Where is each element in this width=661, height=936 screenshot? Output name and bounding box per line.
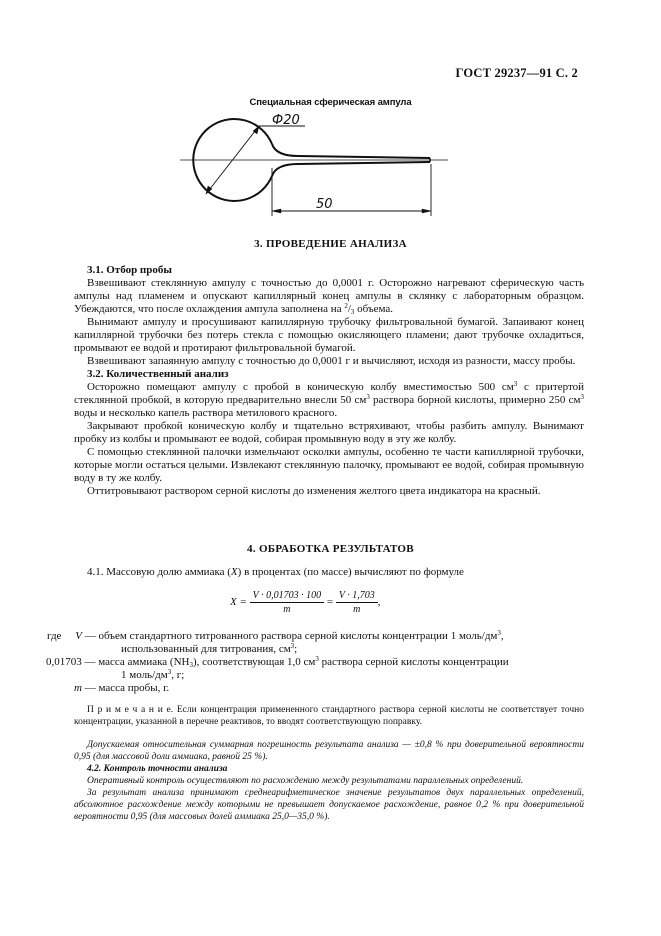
formula-fraction-1: $\frac{V \cdot 0,01703 \cdot 100}{m}$ xyxy=(250,590,324,615)
section-3-body xyxy=(74,264,584,498)
paragraph-3-1-a: Взвешивают стеклянную ампулу с точностью до 0,0001 г. Осторожно нагревают сферическую часть ампулы над пламенем и опускают капиллярный конец ампулы в склянку с лабораторным образцом. Убеждаются, что после охлаждения ампула заполнена на $^2/_3$ объема. xyxy=(74,277,584,316)
paragraph-3-1-c: Взвешивают запаянную ампулу с точностью до 0,0001 г и вычисляют, исходя из разности, массу пробы. xyxy=(87,355,576,367)
subsection-3-1-title: 3.1. Отбор пробы xyxy=(87,264,172,276)
note: П р и м е ч а н и е. Если концентрация примененного стандартного раствора серной кислоты не соответствует точно концентрации, указанной в перечне реактивов, то вводят соответствующую поправку. xyxy=(74,705,584,727)
paragraph-3-2-a: Осторожно помещают ампулу с пробой в коническую колбу вместимостью 500 $см^3$ с притертой стеклянной пробкой, в которую предварительно внесли 50 $см^3$ раствора борной кислоты, примерно 250 $см^3$ воды и несколько капель раствора метилового красного. xyxy=(74,380,585,419)
variable-definitions xyxy=(47,630,587,695)
paragraph-3-2-c: С помощью стеклянной палочки измельчают осколки ампулы, особенно те части капиллярной трубочки, которые могли остаться целыми. Извлекают стеклянную палочку, промывают ее водой, собирая промывную воду в ту же колбу. xyxy=(74,446,584,484)
section-4-tail xyxy=(74,739,584,823)
definition-v: где V — объем стандартного титрованного раствора серной кислоты концентрации 1 моль/$дм^3$, xyxy=(47,629,504,642)
definition-coefficient-cont: 1 моль/$дм^3$, г; xyxy=(121,668,185,681)
definition-coefficient: 0,01703 — масса аммиака $(NH_3)$, соответствующая 1,0 $см^3$ раствора серной кислоты концентрации xyxy=(46,655,509,669)
page-header-doc-ref: ГОСТ 29237—91 С. 2 xyxy=(455,66,578,80)
subsection-3-2-title: 3.2. Количественный анализ xyxy=(87,368,229,380)
paragraph-3-2-b: Закрывают пробкой коническую колбу и тщательно встряхивают, чтобы разбить ампулу. Вынимают пробку из колбы и промывают ее водой, собирая промывную воду в эту же колбу. xyxy=(74,420,584,445)
section-3-title: 3. ПРОВЕДЕНИЕ АНАЛИЗА xyxy=(254,238,407,250)
paragraph-3-2-d: Оттитровывают раствором серной кислоты до изменения желтого цвета индикатора на красный. xyxy=(87,485,541,497)
formula-fraction-2: $\frac{V \cdot 1,703}{m}$ xyxy=(336,590,378,615)
ampoule-neck-top xyxy=(272,144,430,158)
ammonia-formula: X = $\frac{V \cdot 0,01703 \cdot 100}{m}$ = $\frac{V \cdot 1,703}{m}$ , xyxy=(230,590,381,615)
paragraph-4-2-b: За результат анализа принимают среднеарифметическое значение результатов двух параллельных определений, абсолютное расхождение между которыми не превышает допускаемое расхождение, равное 0,2 % при доверительной вероятности 0,95 (для массовых долей аммиака 25,0—35,0 %). xyxy=(74,788,584,822)
paragraph-3-1-b: Вынимают ампулу и просушивают капиллярную трубочку фильтровальной бумагой. Запаивают конец капиллярной трубочки без потерь стекла с помощью окисляющего пламени; дают трубочке охладиться, промывают ее водой и протирают фильтровальной бумагой. xyxy=(74,316,584,354)
definition-m: m — масса пробы, г. xyxy=(74,682,170,694)
figure-caption: Специальная сферическая ампула xyxy=(249,97,412,108)
paragraph-4-1: 4.1. Массовую долю аммиака (X) в процентах (по массе) вычисляют по формуле xyxy=(87,566,464,578)
section-4-title: 4. ОБРАБОТКА РЕЗУЛЬТАТОВ xyxy=(247,543,414,555)
diameter-label: Ф20 xyxy=(272,113,300,128)
subsection-4-2-title: 4.2. Контроль точности анализа xyxy=(87,764,228,774)
definition-v-cont: использованный для титрования, $см^3$; xyxy=(121,642,298,655)
ampoule-neck-bottom xyxy=(272,162,430,176)
paragraph-4-2-a: Оперативный контроль осуществляют по расхождению между результатами параллельных определений. xyxy=(87,776,524,786)
tolerance-paragraph: Допускаемая относительная суммарная погрешность результата анализа — ±0,8 % при доверительной вероятности 0,95 (для массовой доли аммиака, равной 25 %). xyxy=(74,740,584,762)
length-label: 50 xyxy=(316,197,333,212)
ampoule-drawing xyxy=(180,108,450,223)
